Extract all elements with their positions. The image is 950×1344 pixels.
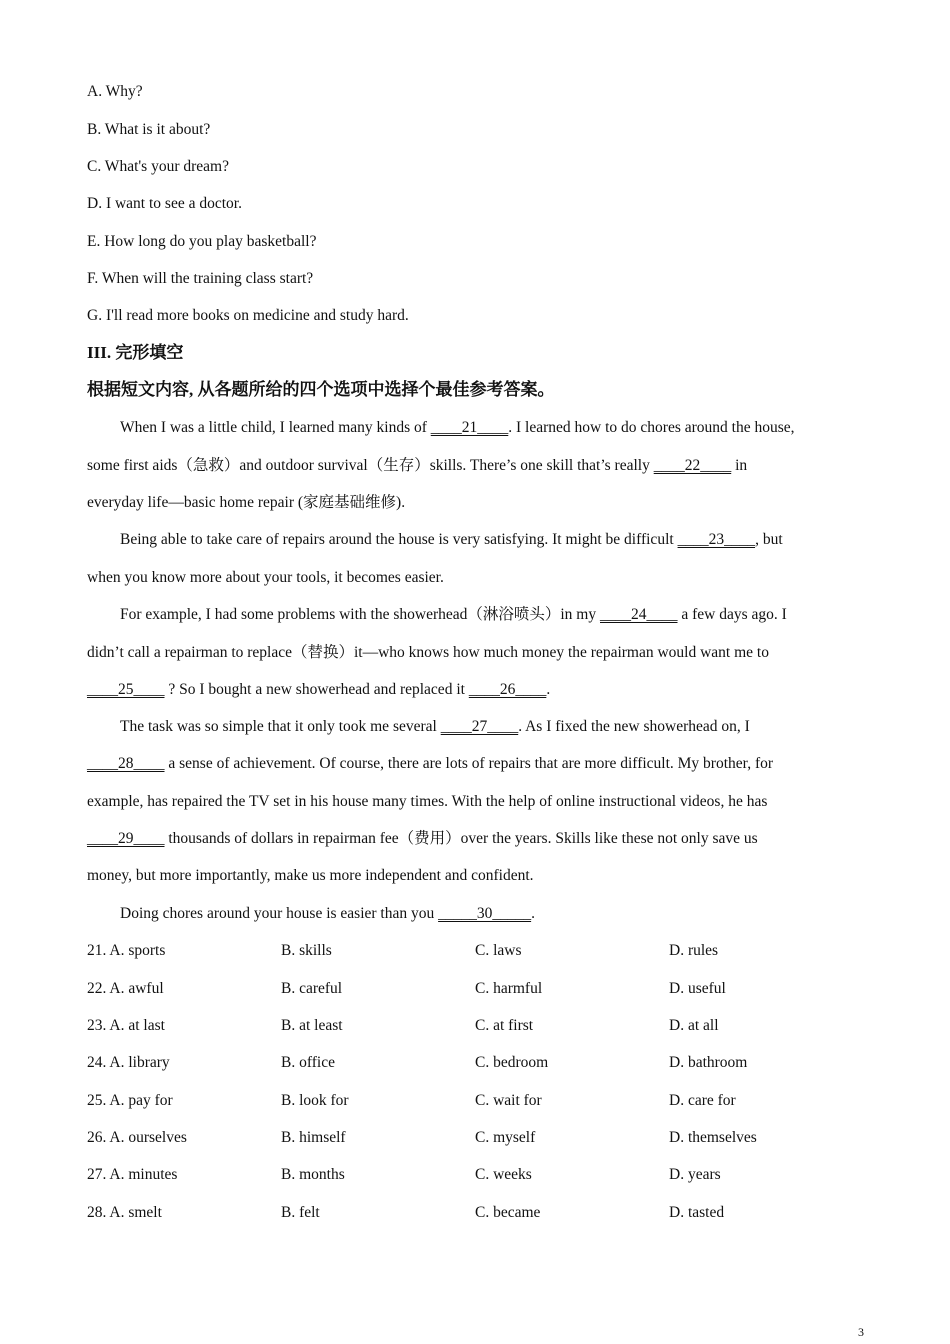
passage-line: Doing chores around your house is easier than you _____30_____. <box>120 905 535 922</box>
blank-22: ____22____ <box>653 457 732 474</box>
option-d: D. years <box>669 1166 721 1183</box>
option-c: C. wait for <box>475 1092 542 1109</box>
blank-24: ____24____ <box>600 606 678 623</box>
option-a: 26. A. ourselves <box>87 1129 187 1146</box>
passage-line: ____29____ thousands of dollars in repairman fee（费用）over the years. Skills like these not only save us <box>87 830 758 847</box>
dialogue-option-e: E. How long do you play basketball? <box>87 233 317 250</box>
option-b: B. office <box>281 1054 335 1071</box>
blank-25: ____25____ <box>87 681 165 698</box>
passage-line: ____25____ ? So I bought a new showerhead and replaced it ____26____. <box>87 681 551 698</box>
blank-23: ____23____ <box>677 531 756 548</box>
blank-21: ____21____ <box>430 419 509 436</box>
option-c: C. became <box>475 1204 541 1221</box>
dialogue-option-f: F. When will the training class start? <box>87 270 314 287</box>
passage-line: For example, I had some problems with the showerhead（淋浴喷头）in my ____24____ a few days ago. I <box>120 606 787 623</box>
passage-line: example, has repaired the TV set in his house many times. With the help of online instructional videos, he has <box>87 793 768 810</box>
option-d: D. care for <box>669 1092 736 1109</box>
option-a: 27. A. minutes <box>87 1166 178 1183</box>
page-number: 3 <box>858 1325 864 1339</box>
option-b: B. felt <box>281 1204 320 1221</box>
passage-line: The task was so simple that it only took me several ____27____. As I fixed the new showerhead on, I <box>120 718 750 735</box>
passage-line: money, but more importantly, make us more independent and confident. <box>87 867 534 884</box>
blank-28: ____28____ <box>87 755 165 772</box>
blank-30: _____30_____ <box>438 905 532 922</box>
option-d: D. useful <box>669 980 726 997</box>
option-c: C. laws <box>475 942 522 959</box>
passage-line: didn’t call a repairman to replace（替换）it—who knows how much money the repairman would want me to <box>87 644 769 661</box>
option-a: 23. A. at last <box>87 1017 165 1034</box>
passage-line: when you know more about your tools, it becomes easier. <box>87 569 444 586</box>
option-b: B. at least <box>281 1017 343 1034</box>
option-d: D. rules <box>669 942 719 959</box>
option-c: C. at first <box>475 1017 534 1034</box>
passage-line: ____28____ a sense of achievement. Of course, there are lots of repairs that are more difficult. My brother, for <box>87 755 774 772</box>
passage-line: some first aids（急救）and outdoor survival（生存）skills. There’s one skill that’s really ____22____ in <box>87 457 748 474</box>
option-a: 21. A. sports <box>87 942 166 959</box>
option-a: 22. A. awful <box>87 980 164 997</box>
section-instruction: 根据短文内容, 从各题所给的四个选项中选择个最佳参考答案。 <box>87 380 555 399</box>
option-d: D. at all <box>669 1017 719 1034</box>
dialogue-option-d: D. I want to see a doctor. <box>87 195 242 212</box>
dialogue-option-c: C. What's your dream? <box>87 158 229 175</box>
option-c: C. harmful <box>475 980 543 997</box>
option-b: B. skills <box>281 942 332 959</box>
option-b: B. months <box>281 1166 345 1183</box>
option-a: 24. A. library <box>87 1054 170 1071</box>
blank-29: ____29____ <box>87 830 165 847</box>
section-title: III. 完形填空 <box>87 343 184 362</box>
option-c: C. weeks <box>475 1166 532 1183</box>
option-b: B. himself <box>281 1129 346 1146</box>
option-d: D. tasted <box>669 1204 725 1221</box>
option-b: B. careful <box>281 980 343 997</box>
option-c: C. myself <box>475 1129 536 1146</box>
option-c: C. bedroom <box>475 1054 549 1071</box>
option-d: D. themselves <box>669 1129 757 1146</box>
option-a: 25. A. pay for <box>87 1092 173 1109</box>
option-a: 28. A. smelt <box>87 1204 162 1221</box>
blank-26: ____26____ <box>468 681 547 698</box>
dialogue-option-b: B. What is it about? <box>87 121 211 138</box>
passage-line: everyday life—basic home repair (家庭基础维修). <box>87 494 406 511</box>
option-d: D. bathroom <box>669 1054 748 1071</box>
passage-line: When I was a little child, I learned many kinds of ____21____. I learned how to do chores around the house, <box>120 419 795 436</box>
dialogue-option-g: G. I'll read more books on medicine and study hard. <box>87 307 409 324</box>
passage-line: Being able to take care of repairs around the house is very satisfying. It might be difficult ____23____, but <box>120 531 783 548</box>
dialogue-option-a: A. Why? <box>87 83 143 100</box>
blank-27: ____27____ <box>440 718 519 735</box>
option-b: B. look for <box>281 1092 349 1109</box>
